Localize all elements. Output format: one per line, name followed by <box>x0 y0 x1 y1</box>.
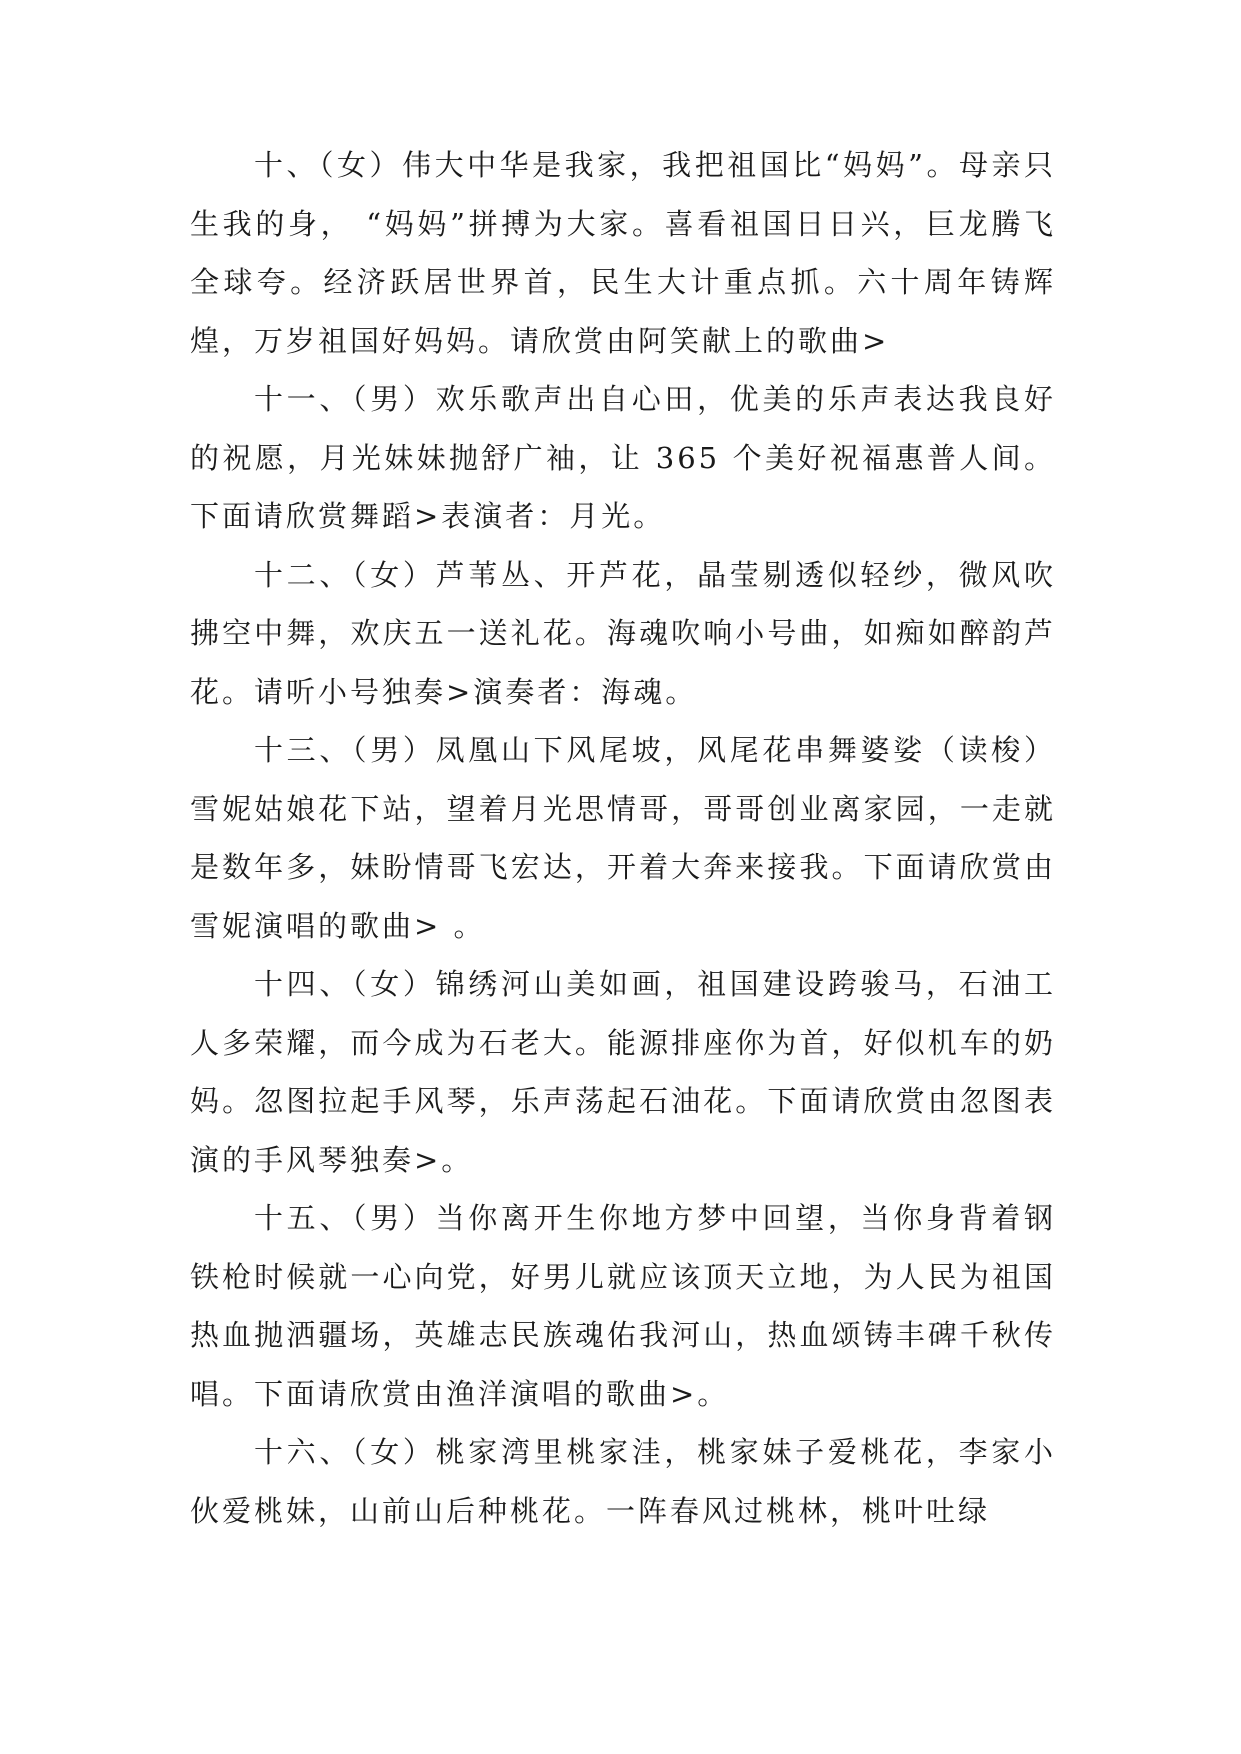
paragraph-14: 十四、（女）锦绣河山美如画，祖国建设跨骏马，石油工人多荣耀，而今成为石老大。能源排座你为首，好似机车的奶妈。忽图拉起手风琴，乐声荡起石油花。下面请欣赏由忽图表演的手风琴独奏>。 <box>190 967 1056 1177</box>
paragraph-11: 十一、（男）欢乐歌声出自心田，优美的乐声表达我良好的祝愿，月光妹妹抛舒广袖，让 365 个美好祝福惠普人间。下面请欣赏舞蹈>表演者：月光。 <box>190 382 1056 533</box>
document-page <box>190 136 1056 1540</box>
paragraph-15: 十五、（男）当你离开生你地方梦中回望，当你身背着钢铁枪时候就一心向党，好男儿就应该顶天立地，为人民为祖国热血抛洒疆场，英雄志民族魂佑我河山，热血颂铸丰碑千秋传唱。下面请欣赏由渔洋演唱的歌曲>。 <box>190 1201 1056 1411</box>
paragraph-10: 十、（女）伟大中华是我家，我把祖国比“妈妈”。母亲只生我的身， “妈妈”拼搏为大家。喜看祖国日日兴，巨龙腾飞全球夸。经济跃居世界首，民生大计重点抓。六十周年铸辉煌，万岁祖国好妈妈。请欣赏由阿笑献上的歌曲> <box>190 148 1056 358</box>
paragraph-13: 十三、（男）凤凰山下风尾坡，风尾花串舞婆娑（读梭）雪妮姑娘花下站，望着月光思情哥，哥哥创业离家园，一走就是数年多，妹盼情哥飞宏达，开着大奔来接我。下面请欣赏由雪妮演唱的歌曲> 。 <box>190 733 1056 943</box>
paragraph-16: 十六、（女）桃家湾里桃家洼，桃家妹子爱桃花，李家小伙爱桃妹，山前山后种桃花。一阵春风过桃林，桃叶吐绿 <box>190 1435 1056 1528</box>
paragraph-12: 十二、（女）芦苇丛、开芦花，晶莹剔透似轻纱，微风吹拂空中舞，欢庆五一送礼花。海魂吹响小号曲，如痴如醉韵芦花。请听小号独奏>演奏者：海魂。 <box>190 557 1056 709</box>
